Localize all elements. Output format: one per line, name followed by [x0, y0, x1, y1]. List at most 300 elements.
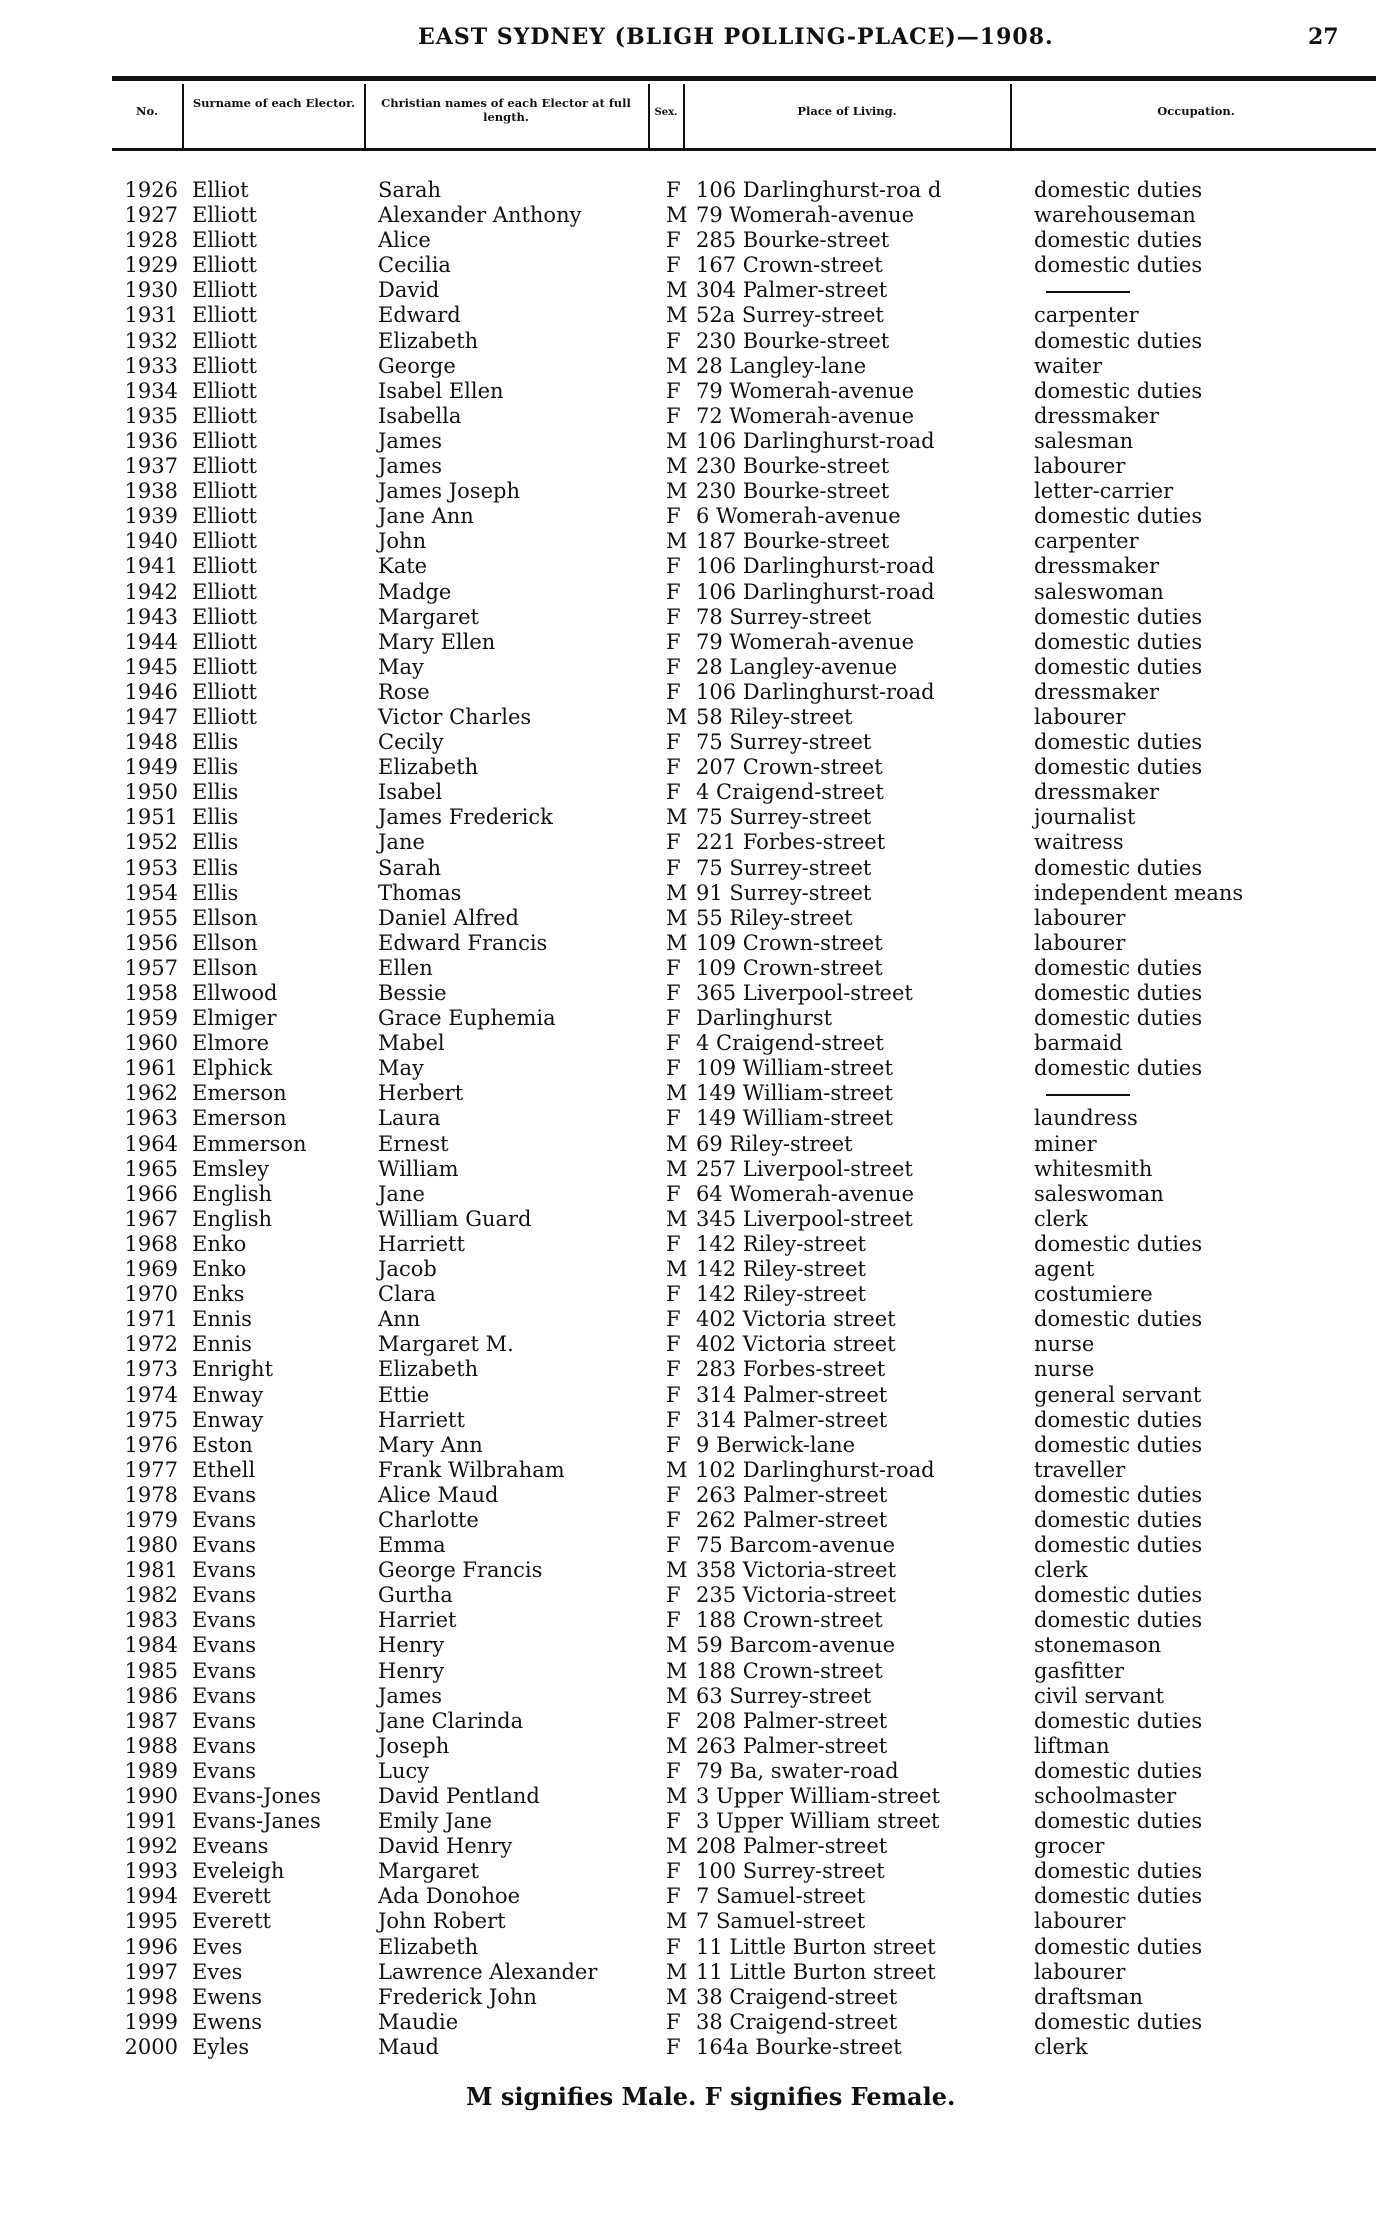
elector-occupation: domestic duties	[1034, 2009, 1203, 2034]
elector-surname: Elliott	[192, 554, 257, 579]
elector-occupation	[1034, 1081, 1264, 1106]
elector-occupation: labourer	[1034, 704, 1126, 729]
elector-occupation: waitress	[1034, 830, 1124, 855]
elector-place-of-living: 188 Crown-street	[696, 1658, 883, 1683]
elector-occupation: domestic duties	[1034, 228, 1203, 253]
elector-number: 1930	[124, 278, 178, 303]
elector-sex: F	[666, 378, 681, 403]
table-row	[80, 1207, 1264, 1232]
elector-christian-names: Henry	[378, 1633, 445, 1658]
elector-sex: F	[666, 1608, 681, 1633]
elector-occupation: miner	[1034, 1131, 1097, 1156]
elector-place-of-living: 106 Darlinghurst-road	[696, 679, 935, 704]
elector-place-of-living: 188 Crown-street	[696, 1608, 883, 1633]
elector-occupation: domestic duties	[1034, 328, 1203, 353]
elector-place-of-living: 208 Palmer-street	[696, 1834, 888, 1859]
elector-place-of-living: 75 Surrey-street	[696, 855, 872, 880]
elector-number: 1972	[124, 1332, 178, 1357]
elector-surname: Ewens	[192, 1984, 263, 2009]
elector-occupation: laundress	[1034, 1106, 1138, 1131]
elector-number: 1970	[124, 1282, 178, 1307]
elector-christian-names: James Frederick	[378, 805, 553, 830]
table-row	[80, 354, 1264, 379]
elector-sex: M	[666, 1156, 688, 1181]
elector-place-of-living: 75 Barcom-avenue	[696, 1533, 896, 1558]
elector-number: 1959	[124, 1006, 178, 1031]
elector-sex: M	[666, 930, 688, 955]
elector-number: 1932	[124, 328, 178, 353]
elector-occupation: domestic duties	[1034, 730, 1203, 755]
elector-surname: Ennis	[192, 1307, 252, 1332]
elector-surname: Emerson	[192, 1106, 287, 1131]
table-row	[80, 2010, 1264, 2035]
table-row	[80, 1659, 1264, 1684]
elector-occupation: schoolmaster	[1034, 1784, 1177, 1808]
elector-occupation: domestic duties	[1034, 1432, 1203, 1457]
elector-occupation: civil servant	[1034, 1683, 1165, 1708]
table-row	[80, 1834, 1264, 1859]
elector-place-of-living: 304 Palmer-street	[696, 278, 888, 303]
table-row	[80, 655, 1264, 680]
elector-number: 1981	[124, 1558, 178, 1583]
elector-surname: Elliott	[192, 278, 257, 303]
table-row	[80, 931, 1264, 956]
elector-christian-names: Daniel Alfred	[378, 905, 519, 930]
elector-place-of-living: 3 Upper William street	[696, 1809, 940, 1834]
elector-christian-names: Maudie	[378, 2009, 459, 2034]
elector-christian-names: Margaret M.	[378, 1332, 514, 1357]
elector-occupation: salesman	[1034, 428, 1134, 453]
elector-occupation: saleswoman	[1034, 579, 1164, 604]
elector-sex: M	[666, 1733, 688, 1758]
elector-sex: F	[666, 1507, 681, 1532]
table-row	[80, 906, 1264, 931]
elector-christian-names: Mary Ellen	[378, 629, 496, 654]
elector-occupation	[1034, 278, 1264, 303]
elector-place-of-living: 230 Bourke-street	[696, 454, 890, 479]
elector-occupation: saleswoman	[1034, 1181, 1164, 1206]
elector-sex: F	[666, 554, 681, 579]
elector-occupation: domestic duties	[1034, 178, 1203, 202]
elector-surname: Emsley	[192, 1156, 270, 1181]
elector-sex: M	[666, 303, 688, 328]
elector-occupation: barmaid	[1034, 1031, 1123, 1056]
elector-sex: M	[666, 1558, 688, 1583]
table-row	[80, 956, 1264, 981]
elector-place-of-living: 4 Craigend-street	[696, 780, 884, 805]
elector-occupation: waiter	[1034, 353, 1103, 378]
elector-place-of-living: 142 Riley-street	[696, 1231, 866, 1256]
elector-sex: F	[666, 1583, 681, 1608]
elector-occupation: domestic duties	[1034, 629, 1203, 654]
elector-occupation: carpenter	[1034, 303, 1139, 328]
elector-surname: Elliott	[192, 353, 257, 378]
elector-christian-names: Ettie	[378, 1382, 430, 1407]
elector-number: 1961	[124, 1056, 178, 1081]
table-row	[80, 1056, 1264, 1081]
elector-christian-names: William	[378, 1156, 459, 1181]
elector-christian-names: Herbert	[378, 1081, 464, 1106]
elector-surname: Emmerson	[192, 1131, 307, 1156]
elector-occupation: independent means	[1034, 880, 1244, 905]
elector-number: 1941	[124, 554, 178, 579]
elector-occupation: domestic duties	[1034, 378, 1203, 403]
elector-number: 1989	[124, 1758, 178, 1783]
elector-surname: Ennis	[192, 1332, 252, 1357]
table-row	[80, 630, 1264, 655]
elector-occupation: domestic duties	[1034, 1809, 1203, 1834]
elector-place-of-living: 28 Langley-avenue	[696, 654, 898, 679]
elector-surname: Elliott	[192, 679, 257, 704]
table-row	[80, 1633, 1264, 1658]
elector-number: 1984	[124, 1633, 178, 1658]
elector-place-of-living: 79 Ba, swater-road	[696, 1758, 899, 1783]
elector-surname: Ellis	[192, 805, 239, 830]
elector-occupation: domestic duties	[1034, 504, 1203, 529]
table-row	[80, 680, 1264, 705]
elector-occupation: domestic duties	[1034, 1231, 1203, 1256]
elector-place-of-living: 28 Langley-lane	[696, 353, 867, 378]
elector-occupation: domestic duties	[1034, 1708, 1203, 1733]
header-rule	[112, 148, 1376, 151]
elector-sex: M	[666, 1959, 688, 1984]
elector-christian-names: Jane	[378, 1181, 425, 1206]
elector-number: 1978	[124, 1482, 178, 1507]
elector-place-of-living: 106 Darlinghurst-roa d	[696, 178, 942, 202]
elector-number: 1934	[124, 378, 178, 403]
elector-place-of-living: 109 Crown-street	[696, 930, 883, 955]
elector-christian-names: John Robert	[378, 1909, 506, 1934]
elector-place-of-living: 149 William-street	[696, 1081, 893, 1106]
table-row	[80, 454, 1264, 479]
elector-christian-names: Ernest	[378, 1131, 449, 1156]
elector-occupation: gasfitter	[1034, 1658, 1125, 1683]
elector-place-of-living: 109 William-street	[696, 1056, 893, 1081]
elector-place-of-living: 102 Darlinghurst-road	[696, 1457, 935, 1482]
page-number: 27	[1308, 24, 1339, 50]
table-row	[80, 1784, 1264, 1809]
table-row	[80, 1935, 1264, 1960]
elector-christian-names: Edward	[378, 303, 461, 328]
elector-place-of-living: 64 Womerah-avenue	[696, 1181, 915, 1206]
elector-number: 1945	[124, 654, 178, 679]
elector-sex: F	[666, 1708, 681, 1733]
elector-surname: Enks	[192, 1282, 245, 1307]
elector-christian-names: Edward Francis	[378, 930, 548, 955]
elector-place-of-living: 7 Samuel-street	[696, 1909, 866, 1934]
elector-christian-names: May	[378, 654, 424, 679]
elector-occupation: domestic duties	[1034, 1307, 1203, 1332]
elector-christian-names: Isabella	[378, 403, 462, 428]
elector-surname: Ellis	[192, 780, 239, 805]
elector-place-of-living: 79 Womerah-avenue	[696, 378, 915, 403]
elector-place-of-living: 79 Womerah-avenue	[696, 629, 915, 654]
elector-sex: M	[666, 1206, 688, 1231]
elector-sex: M	[666, 1081, 688, 1106]
elector-surname: Elphick	[192, 1056, 273, 1081]
table-row	[80, 303, 1264, 328]
elector-surname: Evans	[192, 1558, 257, 1583]
elector-sex: M	[666, 704, 688, 729]
elector-sex: F	[666, 1056, 681, 1081]
elector-occupation: letter-carrier	[1034, 479, 1174, 504]
elector-surname: English	[192, 1181, 273, 1206]
elector-sex: F	[666, 1282, 681, 1307]
elector-sex: M	[666, 1658, 688, 1683]
elector-christian-names: Cecily	[378, 730, 444, 755]
elector-surname: Elliott	[192, 604, 257, 629]
elector-christian-names: Madge	[378, 579, 452, 604]
elector-place-of-living: 11 Little Burton street	[696, 1959, 936, 1984]
table-row	[80, 805, 1264, 830]
elector-sex: M	[666, 880, 688, 905]
elector-sex: F	[666, 1432, 681, 1457]
elector-sex: F	[666, 629, 681, 654]
elector-number: 1933	[124, 353, 178, 378]
elector-occupation: dressmaker	[1034, 780, 1160, 805]
elector-sex: F	[666, 1482, 681, 1507]
table-row	[80, 705, 1264, 730]
elector-surname: Enko	[192, 1257, 247, 1282]
elector-sex: F	[666, 604, 681, 629]
elector-number: 1940	[124, 529, 178, 554]
elector-christian-names: Frank Wilbraham	[378, 1457, 565, 1482]
elector-occupation: whitesmith	[1034, 1156, 1153, 1181]
elector-sex: F	[666, 1407, 681, 1432]
elector-surname: Everett	[192, 1884, 271, 1909]
elector-place-of-living: 167 Crown-street	[696, 253, 883, 278]
elector-occupation: domestic duties	[1034, 755, 1203, 780]
elector-occupation: domestic duties	[1034, 981, 1203, 1005]
elector-surname: Ellson	[192, 905, 258, 930]
elector-surname: English	[192, 1206, 273, 1231]
elector-christian-names: Grace Euphemia	[378, 1006, 556, 1031]
elector-place-of-living: 38 Craigend-street	[696, 1984, 898, 2009]
elector-place-of-living: 91 Surrey-street	[696, 880, 872, 905]
elector-sex: F	[666, 1106, 681, 1131]
elector-number: 1963	[124, 1106, 178, 1131]
elector-surname: Elliott	[192, 479, 257, 504]
elector-surname: Ewens	[192, 2009, 263, 2034]
elector-occupation: labourer	[1034, 1959, 1126, 1984]
elector-surname: Eyles	[192, 2034, 250, 2059]
elector-place-of-living: 285 Bourke-street	[696, 228, 890, 253]
elector-sex: M	[666, 203, 688, 228]
table-row	[80, 1483, 1264, 1508]
top-rule	[112, 76, 1376, 81]
table-row	[80, 554, 1264, 579]
elector-surname: Evans	[192, 1758, 257, 1783]
table-row	[80, 780, 1264, 805]
elector-occupation: dressmaker	[1034, 403, 1160, 428]
elector-place-of-living: 4 Craigend-street	[696, 1031, 884, 1056]
elector-sex: F	[666, 178, 681, 202]
elector-place-of-living: 72 Womerah-avenue	[696, 403, 915, 428]
elector-number: 1938	[124, 479, 178, 504]
elector-sex: F	[666, 1859, 681, 1884]
elector-number: 1955	[124, 905, 178, 930]
elector-christian-names: George Francis	[378, 1558, 543, 1583]
elector-christian-names: Clara	[378, 1282, 436, 1307]
elector-place-of-living: 79 Womerah-avenue	[696, 203, 915, 228]
elector-sex: M	[666, 1457, 688, 1482]
elector-number: 1986	[124, 1683, 178, 1708]
elector-place-of-living: 75 Surrey-street	[696, 730, 872, 755]
elector-sex: F	[666, 2034, 681, 2059]
table-row	[80, 504, 1264, 529]
elector-place-of-living: 142 Riley-street	[696, 1257, 866, 1282]
elector-surname: Evans	[192, 1683, 257, 1708]
blank-occupation-dash	[1046, 291, 1130, 293]
elector-surname: Eveleigh	[192, 1859, 285, 1884]
elector-occupation: general servant	[1034, 1382, 1202, 1407]
elector-surname: Evans	[192, 1733, 257, 1758]
table-row	[80, 228, 1264, 253]
table-row	[80, 1583, 1264, 1608]
elector-number: 1976	[124, 1432, 178, 1457]
elector-sex: M	[666, 1909, 688, 1934]
elector-christian-names: Elizabeth	[378, 1934, 479, 1959]
elector-surname: Elmore	[192, 1031, 270, 1056]
elector-number: 1954	[124, 880, 178, 905]
table-row	[80, 1709, 1264, 1734]
elector-christian-names: Sarah	[378, 855, 441, 880]
table-row	[80, 1182, 1264, 1207]
elector-christian-names: Elizabeth	[378, 328, 479, 353]
elector-number: 1999	[124, 2009, 178, 2034]
elector-sex: F	[666, 1934, 681, 1959]
elector-occupation: dressmaker	[1034, 679, 1160, 704]
table-row	[80, 379, 1264, 404]
elector-place-of-living: 164a Bourke-street	[696, 2034, 902, 2059]
elector-christian-names: Harriett	[378, 1231, 465, 1256]
table-row	[80, 1106, 1264, 1131]
table-row	[80, 1909, 1264, 1934]
elector-number: 1965	[124, 1156, 178, 1181]
elector-surname: Ellis	[192, 830, 239, 855]
elector-place-of-living: 7 Samuel-street	[696, 1884, 866, 1909]
elector-place-of-living: 75 Surrey-street	[696, 805, 872, 830]
elector-christian-names: Isabel	[378, 780, 443, 805]
footer-note: M signifies Male. F signifies Female.	[466, 2082, 956, 2111]
elector-place-of-living: 142 Riley-street	[696, 1282, 866, 1307]
elector-surname: Evans-Jones	[192, 1784, 321, 1808]
page-title: EAST SYDNEY (BLIGH POLLING-PLACE)—1908.	[418, 24, 1054, 50]
elector-surname: Evans	[192, 1482, 257, 1507]
table-row	[80, 1157, 1264, 1182]
table-row	[80, 1232, 1264, 1257]
elector-christian-names: Elizabeth	[378, 755, 479, 780]
elector-place-of-living: 207 Crown-street	[696, 755, 883, 780]
elector-christian-names: Ada Donohoe	[378, 1884, 521, 1909]
elector-number: 1948	[124, 730, 178, 755]
elector-occupation: warehouseman	[1034, 203, 1196, 228]
elector-surname: Evans	[192, 1608, 257, 1633]
elector-number: 1998	[124, 1984, 178, 2009]
elector-number: 1927	[124, 203, 178, 228]
table-row	[80, 1458, 1264, 1483]
elector-occupation: domestic duties	[1034, 604, 1203, 629]
elector-sex: M	[666, 805, 688, 830]
elector-sex: F	[666, 1307, 681, 1332]
elector-occupation: domestic duties	[1034, 855, 1203, 880]
elector-sex: F	[666, 228, 681, 253]
table-row	[80, 1357, 1264, 1382]
elector-number: 1944	[124, 629, 178, 654]
elector-number: 1949	[124, 755, 178, 780]
elector-surname: Eves	[192, 1959, 243, 1984]
elector-sex: M	[666, 353, 688, 378]
elector-occupation: grocer	[1034, 1834, 1105, 1859]
elector-occupation: clerk	[1034, 2034, 1088, 2059]
elector-number: 1926	[124, 178, 178, 202]
elector-surname: Emerson	[192, 1081, 287, 1106]
table-row	[80, 404, 1264, 429]
elector-number: 1987	[124, 1708, 178, 1733]
elector-christian-names: Emma	[378, 1533, 446, 1558]
elector-sex: F	[666, 1357, 681, 1382]
elector-occupation: labourer	[1034, 454, 1126, 479]
column-header-surname: Surname of each Elector.	[192, 96, 356, 110]
elector-number: 1929	[124, 253, 178, 278]
elector-place-of-living: 6 Womerah-avenue	[696, 504, 901, 529]
table-row	[80, 856, 1264, 881]
elector-occupation: domestic duties	[1034, 654, 1203, 679]
table-row	[80, 1533, 1264, 1558]
table-row	[80, 830, 1264, 855]
column-header-occupation: Occupation.	[1157, 104, 1235, 118]
elector-place-of-living: 3 Upper William-street	[696, 1784, 940, 1808]
elector-number: 1994	[124, 1884, 178, 1909]
elector-christian-names: Cecilia	[378, 253, 451, 278]
elector-number: 1997	[124, 1959, 178, 1984]
elector-christian-names: Maud	[378, 2034, 439, 2059]
elector-surname: Evans	[192, 1583, 257, 1608]
elector-occupation: clerk	[1034, 1206, 1088, 1231]
elector-place-of-living: 38 Craigend-street	[696, 2009, 898, 2034]
column-divider	[683, 84, 685, 148]
elector-number: 1971	[124, 1307, 178, 1332]
elector-surname: Elliot	[192, 178, 249, 202]
elector-number: 1936	[124, 428, 178, 453]
table-row	[80, 1759, 1264, 1784]
elector-christian-names: Mabel	[378, 1031, 445, 1056]
elector-surname: Enko	[192, 1231, 247, 1256]
elector-place-of-living: 402 Victoria street	[696, 1332, 896, 1357]
elector-place-of-living: 63 Surrey-street	[696, 1683, 872, 1708]
elector-number: 1975	[124, 1407, 178, 1432]
elector-sex: M	[666, 1984, 688, 2009]
elector-number: 1942	[124, 579, 178, 604]
elector-sex: F	[666, 2009, 681, 2034]
elector-christian-names: May	[378, 1056, 424, 1081]
elector-surname: Elliott	[192, 654, 257, 679]
elector-christian-names: Elizabeth	[378, 1357, 479, 1382]
elector-number: 1985	[124, 1658, 178, 1683]
elector-sex: M	[666, 1257, 688, 1282]
elector-sex: F	[666, 328, 681, 353]
elector-sex: F	[666, 679, 681, 704]
elector-occupation: costumiere	[1034, 1282, 1153, 1307]
table-row	[80, 1132, 1264, 1157]
electoral-roll-table	[80, 178, 1264, 2060]
elector-occupation: domestic duties	[1034, 1056, 1203, 1081]
table-row	[80, 2035, 1264, 2060]
table-row	[80, 278, 1264, 303]
elector-sex: F	[666, 654, 681, 679]
elector-number: 1935	[124, 403, 178, 428]
elector-sex: F	[666, 1332, 681, 1357]
